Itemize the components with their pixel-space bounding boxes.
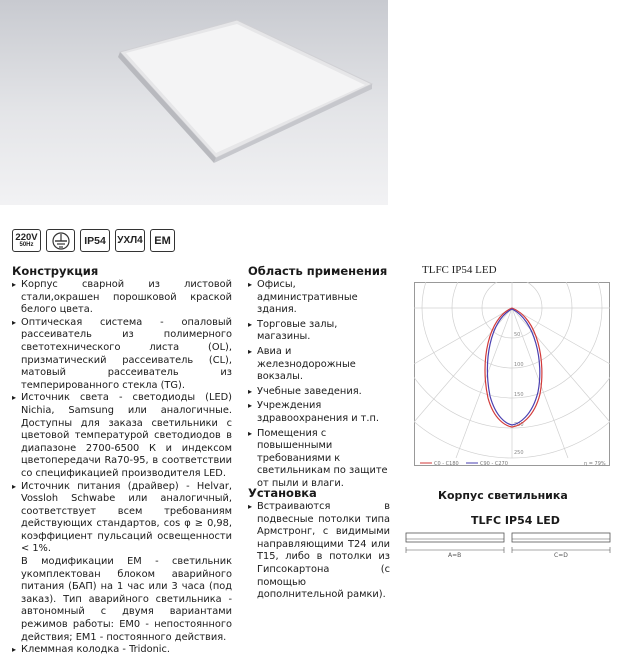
certification-badges — [12, 229, 175, 252]
legend-b: C90 - C270 — [480, 461, 508, 466]
ring-label: 250 — [514, 450, 524, 456]
housing-model: TLFC IP54 LED — [471, 514, 560, 527]
ip-rating-badge: IP54 — [80, 229, 110, 252]
list-item: ▸ Авиа и железнодорожные вокзалы. — [248, 346, 390, 384]
application-title: Область применения — [248, 264, 388, 278]
emergency-badge: EM — [150, 229, 175, 252]
list-item: ▸ Оптическая система - опаловый рассеиватель из полимерного светотехнического листа (OL), призматический рассеиватель (CL), матовый рассеиватель из темперированного стекла (TG). — [12, 317, 232, 393]
climate-badge: УХЛ4 — [115, 229, 145, 252]
housing-title: Корпус светильника — [438, 489, 568, 502]
ring-label: 200 — [514, 422, 524, 428]
product-photo — [0, 0, 388, 205]
list-item: ▸ Источник питания (драйвер) - Helvar, Vossloh Schwabe или аналогичный, соответствует всем требованиям действующих стандартов, cos φ ≥ 0,98, коэффициент пульсаций освещенности < 1%. — [12, 481, 232, 557]
ring-label: 100 — [514, 362, 524, 368]
led-panel-image — [0, 0, 388, 205]
list-item: ▸ Помещения с повышенными требованиями к светильникам по защите от пыли и влаги. — [248, 428, 390, 491]
earth-class-icon — [46, 229, 75, 252]
list-item: В модификации ЕМ - светильник укомплектован блоком аварийного питания (БАП) на 1 час или 3 часа (под заказ). Тип аварийного светильника - автономный с двумя вариантами режимов работы: ЕМ0 - непостоянного действия; ЕМ1 - постоянного действия. — [21, 556, 232, 643]
list-item: ▸ Встраиваются в подвесные потолки типа Армстронг, с видимыми направляющими Т24 или Т15, либо в потолки из Гипсокартона (с помощью дополнительной рамки). — [248, 501, 390, 602]
installation-list — [248, 501, 390, 602]
dimension-cd: C=D — [554, 552, 568, 559]
list-item: ▸ Торговые залы, магазины. — [248, 319, 390, 344]
legend-a: C0 - C180 — [434, 461, 459, 466]
ring-label: 50 — [514, 332, 521, 338]
polar-diagram — [414, 282, 610, 466]
construction-list — [12, 279, 232, 657]
list-item: ▸ Офисы, административные здания. — [248, 279, 390, 317]
list-item: ▸ Корпус сварной из листовой стали,окрашен порошковой краской белого цвета. — [12, 279, 232, 317]
polar-diagram-title: TLFC IP54 LED — [422, 264, 497, 276]
list-item: ▸ Учебные заведения. — [248, 386, 390, 399]
voltage-badge: 220V 50Hz — [12, 229, 41, 252]
efficiency-label: η = 79% — [584, 461, 606, 466]
list-item: ▸ Учреждения здравоохранения и т.п. — [248, 400, 390, 425]
list-item: ▸ Источник света - светодиоды (LED) Nichia, Samsung или аналогичные. Доступны для заказа светильники с цветовой температурой светодиодов в диапазоне 2700-6500 К и индексом цветопередачи Ra70-95, в соответствии со спецификацией производителя LED. — [12, 392, 232, 480]
installation-title: Установка — [248, 486, 317, 500]
dimension-ab: A=B — [448, 552, 462, 559]
ring-label: 150 — [514, 392, 524, 398]
list-item: ▸ Клеммная колодка - Tridonic. — [12, 644, 232, 657]
application-list — [248, 279, 390, 493]
housing-dimensions-drawing — [404, 528, 620, 566]
construction-title: Конструкция — [12, 264, 99, 278]
